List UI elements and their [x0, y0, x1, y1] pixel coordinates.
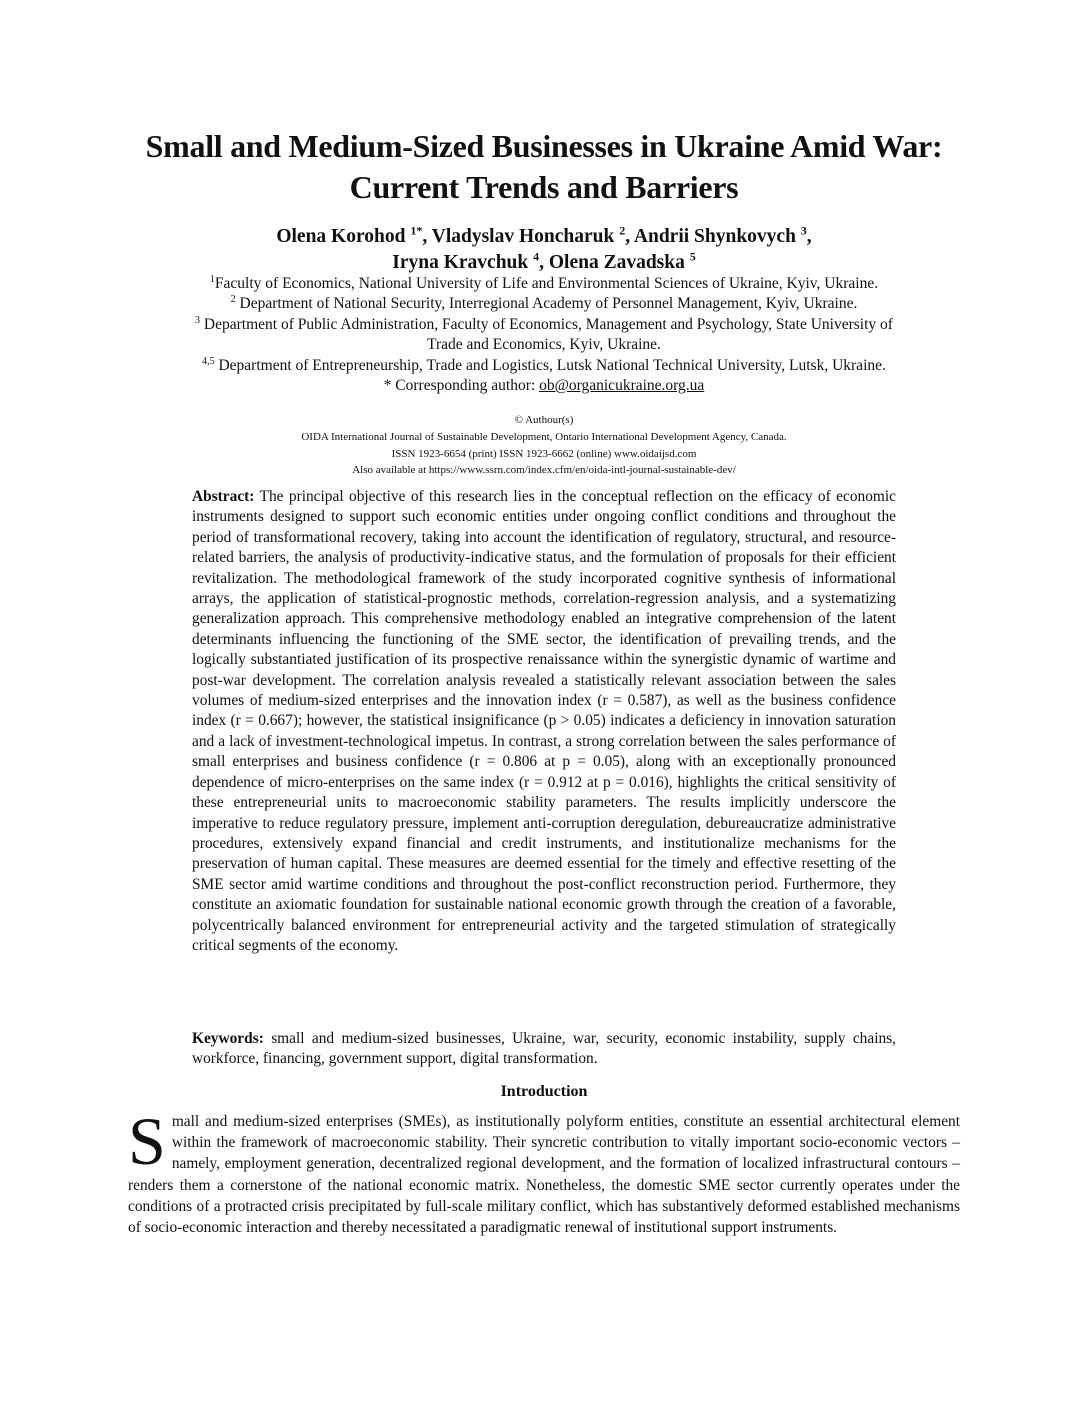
- introduction-heading: Introduction: [500, 1083, 588, 1100]
- affiliation-3: [130, 315, 958, 335]
- authors-line-2: Iryna Kravchuk $^4$, Olena Zavadska $^5$: [392, 249, 696, 273]
- author-sup: 5: [689, 249, 696, 264]
- affiliation-sup: 1: [209, 273, 215, 285]
- drop-cap: S: [128, 1103, 166, 1179]
- author-list: [140, 224, 948, 276]
- affiliation-1: [130, 274, 958, 294]
- authors-line-1: Olena Korohod $^{1*}$, Vladyslav Honcharuk $^2$, Andrii Shynkovych $^3$,: [276, 223, 812, 247]
- publication-info: [180, 412, 908, 479]
- keywords-label: Keywords:: [192, 1030, 264, 1047]
- availability-line: Also available at https://www.ssrn.com/index.cfm/en/oida-intl-journal-sustainable-dev/: [352, 464, 736, 477]
- author-name: Olena Zavadska: [548, 252, 685, 273]
- author-sup: 4: [533, 249, 540, 264]
- issn-line: ISSN 1923-6654 (print) ISSN 1923-6662 (online) www.oidaijsd.com: [391, 447, 697, 460]
- keywords-text: small and medium-sized businesses, Ukraine, war, security, economic instability, supply chains, workforce, financing, government support, digital transformation.: [192, 1030, 896, 1068]
- author-name: Andrii Shynkovych: [633, 226, 796, 247]
- corresponding-author: [130, 376, 958, 396]
- affiliation-text: Department of Public Administration, Faculty of Economics, Management and Psychology, State University of: [203, 315, 893, 333]
- affiliations: [130, 274, 958, 396]
- author-name: Iryna Kravchuk: [392, 252, 529, 273]
- journal-line: OIDA International Journal of Sustainable Development, Ontario International Development Agency, Canada.: [301, 430, 787, 443]
- affiliation-sup: 4,5: [202, 355, 215, 367]
- author-name: Olena Korohod: [276, 226, 406, 247]
- title-line-1: Small and Medium-Sized Businesses in Ukraine Amid War:: [145, 128, 943, 164]
- affiliation-sup: 3: [195, 314, 201, 326]
- author-sup: 1*: [410, 223, 423, 238]
- copyright-line: © Authour(s): [514, 414, 574, 426]
- affiliation-text: Department of National Security, Interregional Academy of Personnel Management, Kyiv, Ukraine.: [239, 295, 858, 313]
- abstract-text: The principal objective of this research lies in the conceptual reflection on the efficacy of economic instruments designed to support such economic entities under ongoing conflict conditions and throughout the period of transformational recovery, taking into account the identification of regulatory, structural, and resource-related barriers, the analysis of productivity-indicative status, and the formulation of proposals for their efficient revitalization. The methodological framework of the study incorporated cognitive synthesis of informational arrays, the application of statistical-prognostic methods, correlation-regression analysis, and a systematizing generalization approach. This comprehensive methodology enabled an integrative comprehension of the latent determinants influencing the functioning of the SME sector, the identification of prevailing trends, and the logically substantiated justification of its prospective renaissance within the synergistic dynamic of wartime and post-war development. The correlation analysis revealed a statistically relevant association between the sales volumes of medium-sized enterprises and the innovation index (r = 0.587), as well as the business confidence index (r = 0.667); however, the statistical insignificance (p > 0.05) indicates a deficiency in innovation saturation and a lack of investment-technological impetus. In contrast, a strong correlation between the sales performance of small enterprises and business confidence (r = 0.806 at p = 0.05), along with an exceptionally pronounced dependence of micro-enterprises on the same index (r = 0.912 at p = 0.016), highlights the critical sensitivity of these entrepreneurial units to macroeconomic stability parameters. The results implicitly underscore the imperative to reduce regulatory pressure, implement anti-corruption deregulation, debureaucratize administrative procedures, extensively expand financial and credit instruments, and institutionalize mechanisms for the preservation of human capital. These measures are deemed essential for the timely and effective resetting of the SME sector amid wartime conditions and throughout the post-conflict reconstruction period. Furthermore, they constitute an axiomatic foundation for sustainable national economic growth through the creation of a favorable, polycentrically balanced environment for entrepreneurial activity and the targeted stimulation of strategically critical segments of the economy.: [192, 488, 896, 954]
- title-line-2: Current Trends and Barriers: [349, 169, 739, 205]
- affiliation-text: Faculty of Economics, National University of Life and Environmental Sciences of Ukraine, Kyiv, Ukraine.: [214, 275, 879, 292]
- affiliation-2: [130, 294, 958, 314]
- introduction-body: [128, 1103, 960, 1238]
- affiliation-text: Department of Entrepreneurship, Trade and Logistics, Lutsk National Technical University, Lutsk, Ukraine.: [218, 356, 886, 374]
- corresponding-email-link[interactable]: ob@organicukraine.org.ua: [539, 377, 705, 395]
- keywords: [192, 1029, 896, 1070]
- author-sup: 3: [800, 223, 807, 238]
- paper-title: [110, 126, 978, 208]
- affiliation-4: [130, 356, 958, 376]
- author-name: Vladyslav Honcharuk: [431, 226, 615, 247]
- corresponding-label: * Corresponding author:: [383, 377, 540, 395]
- affiliation-sup: 2: [230, 294, 236, 306]
- abstract: [192, 487, 896, 956]
- author-sup: 2: [619, 223, 626, 238]
- abstract-label: Abstract:: [192, 488, 255, 505]
- introduction-text: mall and medium-sized enterprises (SMEs), as institutionally polyform entities, constitute an essential architectural element within the framework of macroeconomic stability. Their syncretic contribution to vitally important socio-economic vectors – namely, employment generation, decentralized regional development, and the formation of localized infrastructural contours – renders them a cornerstone of the national economic matrix. Nonetheless, the domestic SME sector currently operates under the conditions of a protracted crisis precipitated by full-scale military conflict, which has substantively deformed established mechanisms of socio-economic interaction and thereby necessitated a paradigmatic renewal of institutional support instruments.: [128, 1113, 960, 1237]
- affiliation-3-cont: Trade and Economics, Kyiv, Ukraine.: [427, 336, 661, 354]
